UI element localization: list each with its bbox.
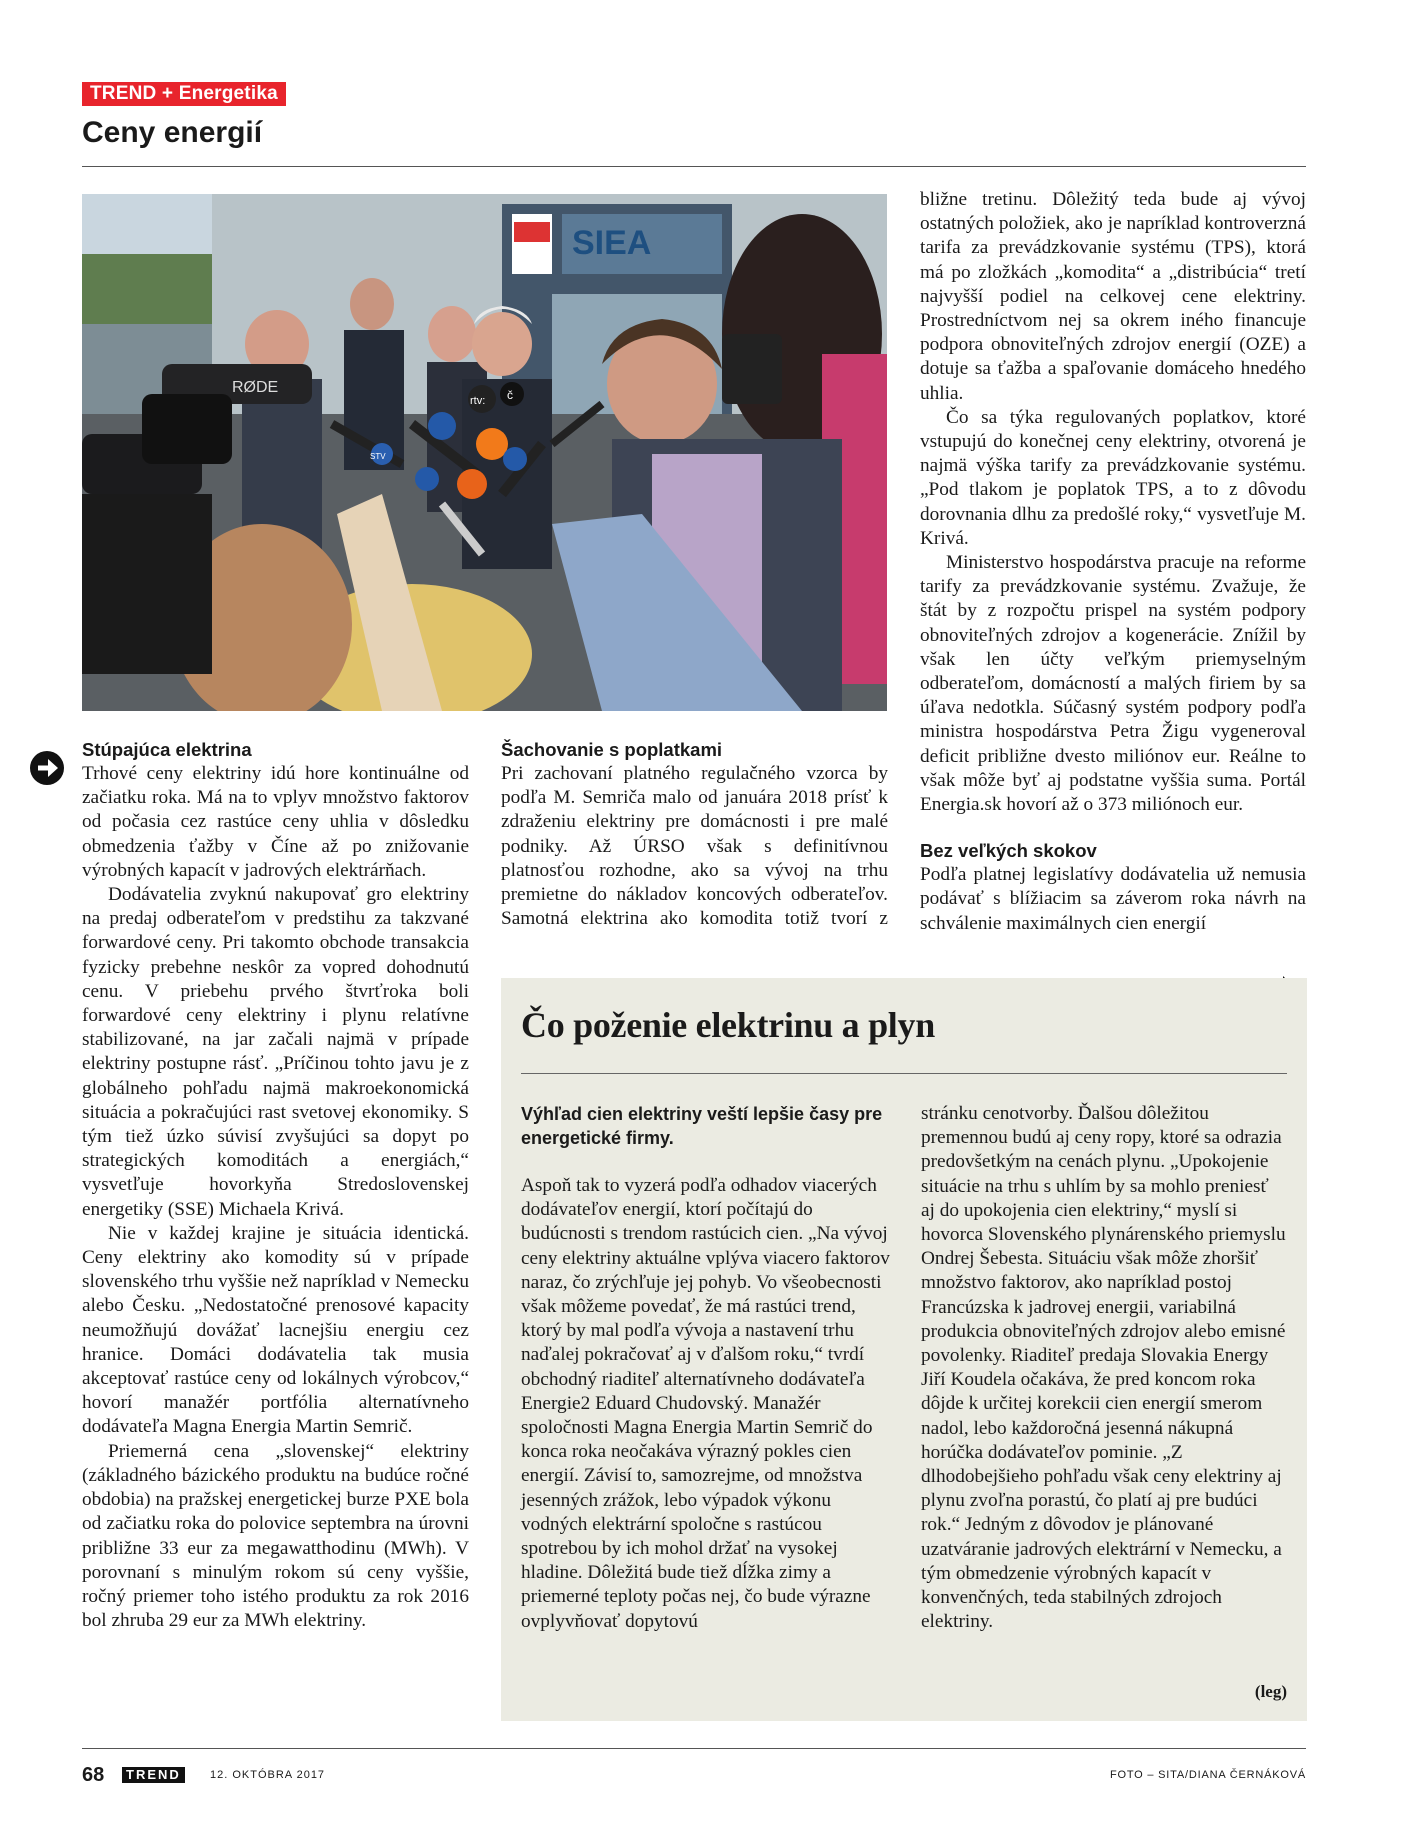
box-column-2 (921, 1102, 1287, 1634)
mic-label-rtvs: rtv: (470, 395, 486, 407)
photo-illustration (82, 194, 887, 711)
header-divider (82, 166, 1306, 167)
author-signature: (leg) (1254, 1682, 1287, 1701)
box-title: Čo poženie elektrinu a plyn (521, 1005, 935, 1045)
mic-label-ct: č (507, 388, 513, 402)
mic-label-rode: RØDE (232, 379, 279, 396)
article-paragraph-continued: bližne tretinu. Dôležitý teda bude aj vývoj ostatných položiek, ako je napríklad kontroverzná tarifa za prevádzkovanie systému (TPS), ktorá má po zložkách „komodita“ a „distribúcia“ tretí najvyšší podiel na celkovej cene elektriny. Prostredníctvom nej sa okrem iného financuje podpora obnoviteľných zdrojov energií (OZE) a dotuje sa ťažba a spaľovanie domáceho hnedého uhlia. (920, 189, 1306, 404)
article-photo (82, 194, 887, 711)
article-paragraph: Čo sa týka regulovaných poplatkov, ktoré vstupujú do konečnej ceny elektriny, otvorená je najmä výška tarify za prevádzkovanie systému. „Pod tlakom je poplatok TPS, a to z dôvodu dorovnania dlhu za predošlé roky,“ vysvetľuje M. Krivá. (920, 406, 1306, 549)
photo-credit: FOTO – SITA/DIANA ČERNÁKOVÁ (1109, 1769, 1306, 1781)
issue-date: 12. OKTÓBRA 2017 (210, 1769, 326, 1781)
brand-logo: TREND (122, 1767, 185, 1783)
page-number: 68 (82, 1764, 105, 1786)
subheading-bez-velkych-skokov: Bez veľkých skokov (920, 840, 1097, 862)
box-paragraph: Aspoň tak to vyzerá podľa odhadov viacerých dodávateľov energií, ktorí počítajú do budúcnosti s trendom rastúcich cien. „Na vývoj ceny elektriny aktuálne vplýva viacero faktorov naraz, čo zrýchľuje jej pohyb. Vo všeobecnosti však môžeme povedať, že má rastúci trend, ktorý by mal podľa vývoja a nastavení trhu naďalej pokračovať aj v ďalšom roku,“ tvrdí obchodný riaditeľ alternatívneho dodávateľa Energie2 Eduard Chudovský. Manažér spoločnosti Magna Energia Martin Semrič do konca roka neočakáva výrazný pokles cien energií. Závisí to, samozrejme, od množstva jesenných zrážok, lebo výpadok výkonu vodných elektrární spoločne s rastúcou spotrebou by ich mohol držať na vysokej hladine. Dôležitá bude tiež dĺžka zimy a priemerné teploty počas nej, čo bude výrazne ovplyvňovať dopytovú (521, 1175, 890, 1632)
sidebar-box (501, 978, 1307, 1721)
article-paragraph: Nie v každej krajine je situácia identická. Ceny elektriny ako komodity sú v prípade slovenského trhu vyššie než napríklad v Nemecku alebo Česku. „Nedostatočné prenosové kapacity neumožňujú dovážať lacnejšiu energiu cez hranice. Domáci dodávatelia tak musia akceptovať rastúce ceny od lokálnych výrobcov,“ hovorí manažér portfólia alternatívneho dodávateľa Magna Energia Martin Semrič. (82, 1222, 469, 1438)
building-sign: SIEA (572, 224, 652, 262)
article-column-2 (501, 738, 888, 931)
article-column-1 (82, 738, 469, 1633)
box-lead: Výhľad cien elektriny veští lepšie časy pre energetické firmy. (521, 1104, 883, 1148)
box-column-1 (521, 1102, 901, 1634)
article-paragraph: Ministerstvo hospodárstva pracuje na reforme tarify za prevádzkovanie systému. Zvažuje, že štát by z rozpočtu prispel na systém podpory obnoviteľných zdrojov a kogenerácie. Znížil by však len účty veľkým priemyselným odberateľom, domácností a malých firiem by sa úľava nedotkla. Súčasný systém podpory podľa ministra hospodárstva Petra Žigu vygeneroval deficit približne dvesto miliónov eur. Reálne to však môže byť aj podstatne vyššia suma. Portál Energia.sk hovorí až o 373 miliónoch eur. (920, 552, 1306, 816)
page-title: Ceny energií (82, 116, 263, 149)
box-paragraph: stránku cenotvorby. Ďalšou dôležitou premennou budú aj ceny ropy, ktoré sa odrazia predovšetkým na cenách plynu. „Upokojenie situácie na trhu s uhlím by sa mohlo preniesť aj do upokojenia cien elektriny,“ myslí si hovorca Slovenského plynárenského priemyslu Ondrej Šebesta. Situáciu však môže zhoršiť množstvo faktorov, ako napríklad postoj Francúzska k jadrovej energii, variabilná produkcia obnoviteľných zdrojov alebo emisné povolenky. Riaditeľ predaja Slovakia Energy Jiří Koudela očakáva, že pred koncom roka dôjde k určitej korekcii cien energií smerom nadol, lebo každoročná jesenná nákupná horúčka dodávateľov pominie. „Z dlhodobejšieho pohľadu však ceny elektriny aj plynu zvoľna porastú, čo platí aj pre budúci rok.“ Jedným z dôvodov je plánované uzatváranie jadrových elektrární v Nemecku, a tým obmedzenie výrobných kapacít v konvenčných, teda stabilných zdrojoch elektriny. (921, 1103, 1286, 1633)
article-paragraph: Dodávatelia zvyknú nakupovať gro elektriny na predaj odberateľom v predstihu za takzvané forwardové ceny. Pri takomto obchode transakcia fyzicky prebehne neskôr za vopred dohodnutú cenu. V priebehu prvého štvrťroka boli forwardové ceny elektriny i plynu relatívne stabilizované, na jar začali najmä v prípade elektriny postupne rásť. „Príčinou tohto javu je z globálneho pohľadu najmä makroekonomická situácia a pokračujúci rast svetovej ekonomiky. S tým tiež úzko súvisí zvyšujúci sa dopyt po strategických komoditách a energiách,“ vysvetľuje hovorkyňa Stredoslovenskej energetiky (SSE) Michaela Krivá. (82, 884, 469, 1220)
article-paragraph: Podľa platnej legislatívy dodávatelia už nemusia podávať s blížiacim sa záverom roka návrh na schválenie maximálnych cien energií (920, 864, 1306, 934)
subheading-stupajuca-elektrina: Stúpajúca elektrina (82, 739, 252, 760)
article-paragraph: Priemerná cena „slovenskej“ elektriny (základného bázického produktu na budúce ročné obdobia) na pražskej energetickej burze PXE bola od začiatku roka do polovice septembra na úrovni približne 33 eur za megawatthodinu (MWh). V porovnaní s minulým rokom sú ceny vyššie, ročný priemer toho istého produktu za rok 2016 bol zhruba 29 eur za MWh elektriny. (82, 1440, 469, 1632)
article-column-3 (920, 188, 1306, 936)
mic-label-stv: STV (370, 452, 386, 461)
section-kicker: TREND + Energetika (82, 82, 286, 106)
footer-divider (82, 1748, 1306, 1749)
article-paragraph: Trhové ceny elektriny idú hore kontinuálne od začiatku roka. Má na to vplyv množstvo faktorov od počasia cez rastúce ceny uhlia v dôsledku obmedzenia ťažby v Číne až po znižovanie výrobných kapacít v jadrových elektrárňach. (82, 763, 469, 881)
arrow-right-circle-icon (29, 750, 65, 786)
subheading-sachovanie: Šachovanie s poplatkami (501, 739, 723, 760)
box-divider (521, 1073, 1287, 1074)
article-paragraph: Pri zachovaní platného regulačného vzorca by podľa M. Semriča malo od januára 2018 prísť k zdraženiu elektriny pre domácnosti i pre malé podniky. Až ÚRSO však s definitívnou platnosťou rozhodne, ako sa vývoj na trhu premietne do nákladov koncových odberateľov. Samotná elektrina ako komodita totiž tvorí z (501, 763, 888, 930)
